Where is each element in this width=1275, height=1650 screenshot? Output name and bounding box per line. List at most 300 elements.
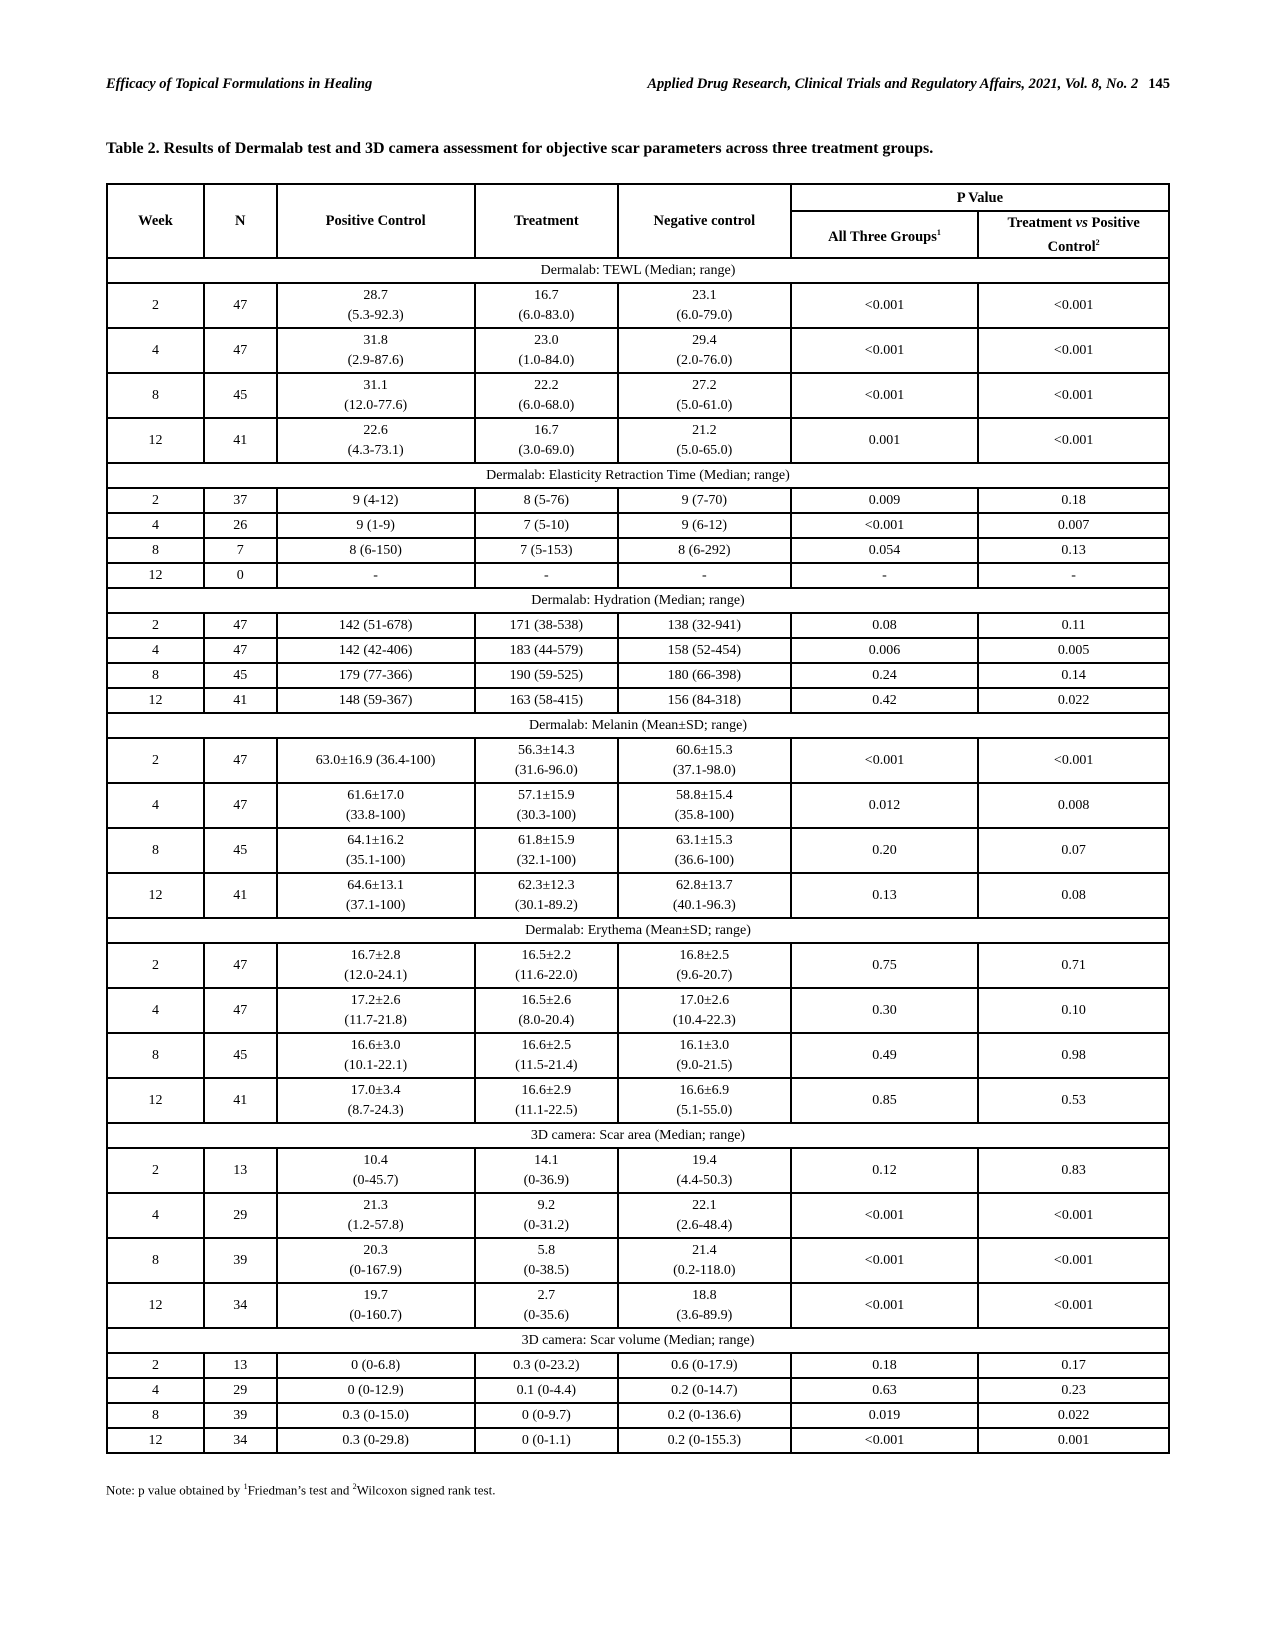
cell-n: 47 xyxy=(204,988,277,1033)
cell-n: 45 xyxy=(204,663,277,688)
cell-p-all-three: 0.63 xyxy=(791,1378,979,1403)
cell-negative-control xyxy=(618,538,791,563)
cell-positive-control xyxy=(277,1403,475,1428)
cell-n: 29 xyxy=(204,1193,277,1238)
cell-line: 8 (6-292) xyxy=(678,542,731,558)
section-header-row xyxy=(107,588,1169,613)
table-body xyxy=(107,258,1169,1453)
cell-line: 63.0±16.9 (36.4-100) xyxy=(315,752,436,768)
cell-line: - xyxy=(543,567,549,583)
cell-week: 4 xyxy=(107,513,204,538)
cell-p-all-three: 0.42 xyxy=(791,688,979,713)
section-title: 3D camera: Scar volume (Median; range) xyxy=(107,1328,1169,1353)
cell-treatment xyxy=(475,328,618,373)
cell-n: 45 xyxy=(204,373,277,418)
cell-n: 41 xyxy=(204,688,277,713)
cell-week: 2 xyxy=(107,738,204,783)
cell-line: (36.6-100) xyxy=(674,852,735,868)
cell-week: 8 xyxy=(107,1238,204,1283)
cell-n: 47 xyxy=(204,283,277,328)
cell-n: 34 xyxy=(204,1283,277,1328)
cell-line: 62.8±13.7 xyxy=(676,877,733,893)
cell-line: 0.2 (0-136.6) xyxy=(667,1407,742,1423)
cell-line: (5.0-61.0) xyxy=(676,397,733,413)
table-row xyxy=(107,1193,1169,1238)
cell-treatment xyxy=(475,988,618,1033)
cell-line: 148 (59-367) xyxy=(338,692,413,708)
cell-negative-control xyxy=(618,873,791,918)
cell-line: 0.2 (0-155.3) xyxy=(667,1432,742,1448)
cell-n: 13 xyxy=(204,1148,277,1193)
cell-line: (11.1-22.5) xyxy=(515,1102,578,1118)
cell-line: 138 (32-941) xyxy=(667,617,742,633)
cell-week: 4 xyxy=(107,638,204,663)
footnote-marker: 2 xyxy=(352,1482,357,1491)
cell-n: 47 xyxy=(204,613,277,638)
cell-line: 16.6±6.9 xyxy=(679,1082,730,1098)
cell-p-treatment-vs-positive: <0.001 xyxy=(978,373,1169,418)
cell-negative-control xyxy=(618,418,791,463)
cell-treatment xyxy=(475,783,618,828)
cell-line: 0.1 (0-4.4) xyxy=(516,1382,577,1398)
cell-negative-control xyxy=(618,488,791,513)
cell-negative-control xyxy=(618,1238,791,1283)
cell-n: 47 xyxy=(204,328,277,373)
cell-line: (35.1-100) xyxy=(345,852,406,868)
table-row xyxy=(107,1353,1169,1378)
section-header-row xyxy=(107,1328,1169,1353)
cell-p-treatment-vs-positive: 0.53 xyxy=(978,1078,1169,1123)
cell-line: 57.1±15.9 xyxy=(517,787,575,803)
table-row xyxy=(107,1238,1169,1283)
cell-n: 39 xyxy=(204,1238,277,1283)
cell-line: (9.0-21.5) xyxy=(676,1057,733,1073)
cell-line: 9 (6-12) xyxy=(681,517,728,533)
cell-line: 22.6 xyxy=(363,422,388,438)
cell-week: 8 xyxy=(107,1033,204,1078)
cell-line: (4.4-50.3) xyxy=(676,1172,733,1188)
section-title: Dermalab: TEWL (Median; range) xyxy=(107,258,1169,283)
table-note xyxy=(106,1482,495,1498)
cell-line: 0.3 (0-29.8) xyxy=(342,1432,409,1448)
cell-n: 29 xyxy=(204,1378,277,1403)
cell-line: 19.4 xyxy=(692,1152,717,1168)
cell-treatment xyxy=(475,663,618,688)
cell-p-treatment-vs-positive: 0.008 xyxy=(978,783,1169,828)
cell-line: 0 (0-1.1) xyxy=(521,1432,571,1448)
cell-line: (6.0-83.0) xyxy=(518,307,575,323)
table-row xyxy=(107,563,1169,588)
table-row xyxy=(107,738,1169,783)
cell-p-all-three: 0.75 xyxy=(791,943,979,988)
cell-treatment xyxy=(475,1378,618,1403)
cell-line: (30.3-100) xyxy=(516,807,577,823)
cell-line: (37.1-100) xyxy=(345,897,406,913)
cell-p-treatment-vs-positive: 0.022 xyxy=(978,688,1169,713)
cell-p-all-three: 0.13 xyxy=(791,873,979,918)
cell-p-all-three: 0.012 xyxy=(791,783,979,828)
cell-week: 12 xyxy=(107,1283,204,1328)
section-header-row xyxy=(107,918,1169,943)
cell-n: 47 xyxy=(204,738,277,783)
cell-negative-control xyxy=(618,828,791,873)
cell-n: 45 xyxy=(204,828,277,873)
cell-negative-control xyxy=(618,283,791,328)
cell-line: 9 (7-70) xyxy=(681,492,728,508)
cell-line: (0-38.5) xyxy=(523,1262,570,1278)
cell-line: (40.1-96.3) xyxy=(672,897,736,913)
table-row xyxy=(107,613,1169,638)
cell-line: 142 (51-678) xyxy=(338,617,413,633)
cell-negative-control xyxy=(618,563,791,588)
cell-p-all-three: <0.001 xyxy=(791,328,979,373)
cell-positive-control xyxy=(277,563,475,588)
cell-p-all-three: 0.30 xyxy=(791,988,979,1033)
cell-p-treatment-vs-positive: <0.001 xyxy=(978,738,1169,783)
cell-line: 61.8±15.9 xyxy=(517,832,575,848)
tx-vs-pc-label-end: Positive Control xyxy=(1047,214,1140,255)
table-row xyxy=(107,513,1169,538)
section-header-row xyxy=(107,463,1169,488)
table-row xyxy=(107,488,1169,513)
cell-line: (1.0-84.0) xyxy=(518,352,575,368)
cell-line: (2.6-48.4) xyxy=(676,1217,733,1233)
cell-p-all-three: <0.001 xyxy=(791,283,979,328)
cell-p-treatment-vs-positive: 0.17 xyxy=(978,1353,1169,1378)
cell-p-treatment-vs-positive: 0.23 xyxy=(978,1378,1169,1403)
cell-line: 183 (44-579) xyxy=(509,642,584,658)
cell-treatment xyxy=(475,1238,618,1283)
col-header-positive-control: Positive Control xyxy=(277,184,475,258)
cell-p-all-three: <0.001 xyxy=(791,373,979,418)
cell-treatment xyxy=(475,373,618,418)
cell-line: (5.0-65.0) xyxy=(676,442,733,458)
cell-line: 0.3 (0-15.0) xyxy=(342,1407,409,1423)
cell-p-treatment-vs-positive: - xyxy=(978,563,1169,588)
cell-line: 9.2 xyxy=(537,1197,556,1213)
cell-line: 56.3±14.3 xyxy=(517,742,575,758)
col-header-n: N xyxy=(204,184,277,258)
cell-line: (1.2-57.8) xyxy=(347,1217,404,1233)
cell-week: 4 xyxy=(107,1193,204,1238)
cell-line: 23.0 xyxy=(534,332,559,348)
journal-citation xyxy=(647,76,1170,93)
cell-week: 8 xyxy=(107,1403,204,1428)
table-row xyxy=(107,663,1169,688)
col-header-p-value: P Value xyxy=(791,184,1169,211)
cell-week: 2 xyxy=(107,488,204,513)
cell-p-treatment-vs-positive: 0.11 xyxy=(978,613,1169,638)
vs-label: vs xyxy=(1075,214,1088,231)
cell-p-treatment-vs-positive: <0.001 xyxy=(978,1238,1169,1283)
cell-line: 16.7 xyxy=(534,287,559,303)
cell-negative-control xyxy=(618,783,791,828)
cell-treatment xyxy=(475,688,618,713)
cell-treatment xyxy=(475,1193,618,1238)
section-title: Dermalab: Erythema (Mean±SD; range) xyxy=(107,918,1169,943)
cell-week: 12 xyxy=(107,418,204,463)
cell-positive-control xyxy=(277,1033,475,1078)
cell-line: 16.5±2.6 xyxy=(521,992,572,1008)
cell-week: 8 xyxy=(107,828,204,873)
section-title: Dermalab: Hydration (Median; range) xyxy=(107,588,1169,613)
cell-p-all-three: <0.001 xyxy=(791,1193,979,1238)
cell-positive-control xyxy=(277,1428,475,1453)
cell-positive-control xyxy=(277,513,475,538)
cell-negative-control xyxy=(618,688,791,713)
cell-line: (0-36.9) xyxy=(523,1172,570,1188)
cell-line: 0 (0-12.9) xyxy=(347,1382,404,1398)
note-test-2: Wilcoxon signed rank test. xyxy=(356,1482,496,1498)
cell-positive-control xyxy=(277,828,475,873)
cell-line: 9 (1-9) xyxy=(356,517,395,533)
cell-line: 21.3 xyxy=(363,1197,388,1213)
cell-line: 8 (6-150) xyxy=(349,542,402,558)
cell-positive-control xyxy=(277,328,475,373)
cell-p-treatment-vs-positive: <0.001 xyxy=(978,283,1169,328)
cell-n: 45 xyxy=(204,1033,277,1078)
cell-line: 16.5±2.2 xyxy=(521,947,572,963)
cell-n: 47 xyxy=(204,638,277,663)
table-row xyxy=(107,943,1169,988)
cell-line: (35.8-100) xyxy=(674,807,735,823)
cell-p-all-three: <0.001 xyxy=(791,1283,979,1328)
cell-week: 8 xyxy=(107,373,204,418)
section-title: Dermalab: Elasticity Retraction Time (Median; range) xyxy=(107,463,1169,488)
cell-treatment xyxy=(475,1148,618,1193)
cell-line: 16.7 xyxy=(534,422,559,438)
cell-positive-control xyxy=(277,988,475,1033)
cell-line: 171 (38-538) xyxy=(509,617,584,633)
table-row xyxy=(107,1403,1169,1428)
cell-line: (2.0-76.0) xyxy=(676,352,733,368)
cell-treatment xyxy=(475,1403,618,1428)
cell-negative-control xyxy=(618,1283,791,1328)
cell-line: 0.6 (0-17.9) xyxy=(671,1357,738,1373)
cell-n: 41 xyxy=(204,418,277,463)
cell-treatment xyxy=(475,1033,618,1078)
cell-p-treatment-vs-positive: <0.001 xyxy=(978,328,1169,373)
cell-negative-control xyxy=(618,1148,791,1193)
cell-negative-control xyxy=(618,738,791,783)
cell-positive-control xyxy=(277,783,475,828)
table-row xyxy=(107,828,1169,873)
cell-treatment xyxy=(475,828,618,873)
cell-p-treatment-vs-positive: 0.71 xyxy=(978,943,1169,988)
cell-p-treatment-vs-positive: 0.08 xyxy=(978,873,1169,918)
cell-positive-control xyxy=(277,1283,475,1328)
cell-line: 61.6±17.0 xyxy=(347,787,404,803)
cell-line: 7 (5-153) xyxy=(520,542,573,558)
cell-line: 7 (5-10) xyxy=(523,517,570,533)
cell-line: (0-31.2) xyxy=(523,1217,570,1233)
cell-n: 7 xyxy=(204,538,277,563)
cell-positive-control xyxy=(277,538,475,563)
section-title: Dermalab: Melanin (Mean±SD; range) xyxy=(107,713,1169,738)
cell-treatment xyxy=(475,873,618,918)
cell-negative-control xyxy=(618,1403,791,1428)
cell-negative-control xyxy=(618,1033,791,1078)
cell-line: 10.4 xyxy=(363,1152,388,1168)
cell-n: 47 xyxy=(204,943,277,988)
cell-positive-control xyxy=(277,418,475,463)
table-row xyxy=(107,283,1169,328)
cell-n: 41 xyxy=(204,873,277,918)
table-row xyxy=(107,988,1169,1033)
cell-positive-control xyxy=(277,1378,475,1403)
cell-n: 39 xyxy=(204,1403,277,1428)
cell-n: 0 xyxy=(204,563,277,588)
cell-line: (31.6-96.0) xyxy=(514,762,578,778)
cell-positive-control xyxy=(277,943,475,988)
cell-p-all-three: 0.006 xyxy=(791,638,979,663)
section-header-row xyxy=(107,713,1169,738)
cell-line: (12.0-24.1) xyxy=(344,967,408,983)
cell-week: 12 xyxy=(107,688,204,713)
cell-line: 156 (84-318) xyxy=(667,692,742,708)
cell-p-treatment-vs-positive: 0.001 xyxy=(978,1428,1169,1453)
cell-week: 4 xyxy=(107,988,204,1033)
table-row xyxy=(107,418,1169,463)
cell-p-all-three: 0.20 xyxy=(791,828,979,873)
cell-line: (30.1-89.2) xyxy=(514,897,578,913)
cell-line: (10.4-22.3) xyxy=(672,1012,736,1028)
cell-line: (3.0-69.0) xyxy=(518,442,575,458)
cell-line: (0.2-118.0) xyxy=(673,1262,736,1278)
running-header xyxy=(106,76,1170,96)
footnote-marker: 1 xyxy=(243,1482,248,1491)
cell-treatment xyxy=(475,1353,618,1378)
table-row xyxy=(107,1283,1169,1328)
cell-negative-control xyxy=(618,663,791,688)
cell-negative-control xyxy=(618,1078,791,1123)
journal-name: Applied Drug Research, Clinical Trials and Regulatory Affairs, xyxy=(647,76,1029,92)
cell-line: (37.1-98.0) xyxy=(672,762,736,778)
cell-treatment xyxy=(475,418,618,463)
cell-positive-control xyxy=(277,663,475,688)
results-table xyxy=(106,183,1170,1454)
cell-line: 8 (5-76) xyxy=(523,492,570,508)
cell-positive-control xyxy=(277,1353,475,1378)
cell-p-treatment-vs-positive: 0.10 xyxy=(978,988,1169,1033)
cell-positive-control xyxy=(277,613,475,638)
cell-line: (11.6-22.0) xyxy=(515,967,578,983)
cell-negative-control xyxy=(618,638,791,663)
note-test-1: Friedman’s test and xyxy=(247,1482,353,1498)
cell-line: 142 (42-406) xyxy=(338,642,413,658)
cell-negative-control xyxy=(618,513,791,538)
cell-positive-control xyxy=(277,638,475,663)
cell-week: 12 xyxy=(107,873,204,918)
cell-positive-control xyxy=(277,283,475,328)
cell-negative-control xyxy=(618,373,791,418)
table-row xyxy=(107,638,1169,663)
cell-line: 2.7 xyxy=(537,1287,556,1303)
table-row xyxy=(107,538,1169,563)
cell-line: 22.1 xyxy=(692,1197,717,1213)
cell-p-all-three: <0.001 xyxy=(791,1238,979,1283)
cell-positive-control xyxy=(277,1193,475,1238)
cell-line: (4.3-73.1) xyxy=(347,442,404,458)
cell-line: 16.6±3.0 xyxy=(350,1037,401,1053)
cell-negative-control xyxy=(618,1353,791,1378)
table-row xyxy=(107,1428,1169,1453)
cell-line: 14.1 xyxy=(534,1152,559,1168)
table-row xyxy=(107,1078,1169,1123)
cell-treatment xyxy=(475,1283,618,1328)
cell-line: 17.0±2.6 xyxy=(679,992,730,1008)
cell-negative-control xyxy=(618,943,791,988)
cell-week: 2 xyxy=(107,943,204,988)
cell-line: (11.5-21.4) xyxy=(515,1057,578,1073)
cell-n: 34 xyxy=(204,1428,277,1453)
cell-negative-control xyxy=(618,1193,791,1238)
note-prefix: Note: p value obtained by xyxy=(106,1482,244,1498)
cell-week: 4 xyxy=(107,1378,204,1403)
cell-line: - xyxy=(373,567,378,583)
cell-line: (6.0-79.0) xyxy=(676,307,733,323)
cell-p-all-three: 0.49 xyxy=(791,1033,979,1078)
col-header-negative-control: Negative control xyxy=(618,184,791,258)
section-header-row xyxy=(107,258,1169,283)
cell-p-all-three: 0.001 xyxy=(791,418,979,463)
cell-line: 0.3 (0-23.2) xyxy=(513,1357,580,1373)
cell-line: 158 (52-454) xyxy=(667,642,742,658)
cell-positive-control xyxy=(277,373,475,418)
cell-line: 31.8 xyxy=(363,332,388,348)
cell-line: 5.8 xyxy=(537,1242,556,1258)
cell-p-all-three: 0.08 xyxy=(791,613,979,638)
cell-line: 16.1±3.0 xyxy=(679,1037,730,1053)
cell-n: 13 xyxy=(204,1353,277,1378)
tx-vs-pc-label-start: Treatment xyxy=(1007,214,1076,231)
cell-p-all-three: <0.001 xyxy=(791,1428,979,1453)
cell-line: (0-160.7) xyxy=(349,1307,402,1323)
cell-p-all-three: 0.009 xyxy=(791,488,979,513)
table-row xyxy=(107,873,1169,918)
cell-line: (9.6-20.7) xyxy=(676,967,733,983)
cell-line: 27.2 xyxy=(692,377,717,393)
cell-p-treatment-vs-positive: 0.005 xyxy=(978,638,1169,663)
header-row-top xyxy=(107,184,1169,211)
cell-treatment xyxy=(475,488,618,513)
cell-line: (0-45.7) xyxy=(352,1172,399,1188)
cell-line: 180 (66-398) xyxy=(667,667,742,683)
cell-line: - xyxy=(702,567,707,583)
cell-negative-control xyxy=(618,988,791,1033)
cell-treatment xyxy=(475,513,618,538)
col-header-week: Week xyxy=(107,184,204,258)
col-header-all-three-groups xyxy=(791,211,979,258)
cell-week: 2 xyxy=(107,283,204,328)
cell-line: 18.8 xyxy=(692,1287,717,1303)
cell-p-treatment-vs-positive: 0.007 xyxy=(978,513,1169,538)
cell-line: (11.7-21.8) xyxy=(344,1012,407,1028)
table-row xyxy=(107,373,1169,418)
cell-week: 2 xyxy=(107,1148,204,1193)
cell-week: 12 xyxy=(107,1078,204,1123)
journal-volume: , Vol. 8, No. 2 xyxy=(1057,76,1139,92)
cell-line: 16.8±2.5 xyxy=(679,947,730,963)
cell-line: 16.6±2.5 xyxy=(521,1037,572,1053)
cell-p-treatment-vs-positive: 0.98 xyxy=(978,1033,1169,1078)
cell-line: 0 (0-9.7) xyxy=(521,1407,571,1423)
cell-line: 21.4 xyxy=(692,1242,717,1258)
cell-treatment xyxy=(475,638,618,663)
cell-line: 62.3±12.3 xyxy=(517,877,575,893)
cell-week: 12 xyxy=(107,1428,204,1453)
cell-positive-control xyxy=(277,873,475,918)
